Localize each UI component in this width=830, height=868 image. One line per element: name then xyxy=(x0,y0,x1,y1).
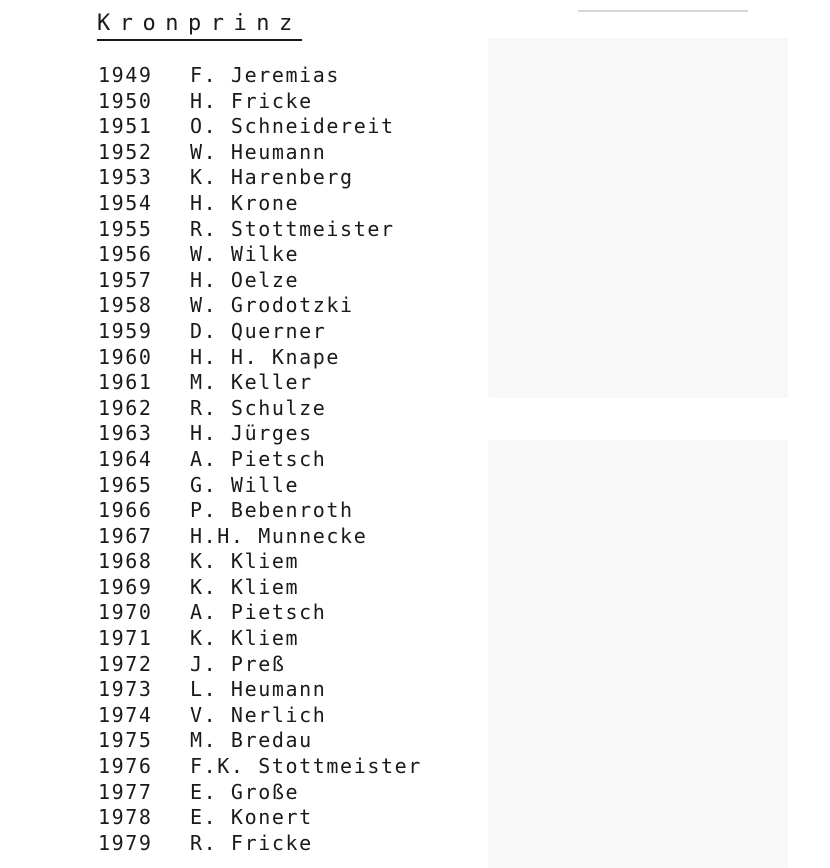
entry-year: 1955 xyxy=(98,216,153,241)
entry-year: 1952 xyxy=(98,139,153,164)
entry-name: H.H. Munnecke xyxy=(190,523,368,548)
entry-year: 1966 xyxy=(98,498,153,523)
entry-year: 1978 xyxy=(98,805,153,830)
entry-year: 1972 xyxy=(98,651,153,676)
list-item xyxy=(98,728,422,754)
bleed-through-text-lower xyxy=(488,440,788,868)
entry-year: 1979 xyxy=(98,830,153,855)
list-item xyxy=(98,498,422,524)
list-item xyxy=(98,421,422,447)
entry-year: 1962 xyxy=(98,395,153,420)
entry-year: 1961 xyxy=(98,370,153,395)
list-item xyxy=(98,165,422,191)
entry-name: E. Große xyxy=(190,779,300,804)
entry-name: W. Grodotzki xyxy=(190,293,354,318)
list-item xyxy=(98,549,422,575)
entry-name: R. Stottmeister xyxy=(190,216,395,241)
entry-year: 1950 xyxy=(98,88,153,113)
entry-year: 1970 xyxy=(98,600,153,625)
list-item xyxy=(98,600,422,626)
entry-year: 1964 xyxy=(98,446,153,471)
entry-name: A. Pietsch xyxy=(190,600,327,625)
page-title: Kronprinz xyxy=(97,10,302,41)
entry-year: 1949 xyxy=(98,63,153,87)
entry-year: 1953 xyxy=(98,165,153,190)
list-item xyxy=(98,805,422,831)
kronprinz-list xyxy=(98,63,422,856)
list-item xyxy=(98,396,422,422)
entry-name: H. H. Knape xyxy=(190,344,341,369)
entry-year: 1973 xyxy=(98,677,153,702)
bleed-through-text-upper xyxy=(488,38,788,398)
list-item xyxy=(98,677,422,703)
list-item xyxy=(98,140,422,166)
entry-name: D. Querner xyxy=(190,318,327,343)
entry-name: J. Preß xyxy=(190,651,286,676)
entry-name: V. Nerlich xyxy=(190,702,327,727)
entry-name: H. Krone xyxy=(190,190,300,215)
list-item xyxy=(98,114,422,140)
list-item xyxy=(98,780,422,806)
entry-year: 1976 xyxy=(98,754,153,779)
list-item xyxy=(98,831,422,857)
entry-year: 1954 xyxy=(98,190,153,215)
entry-year: 1959 xyxy=(98,318,153,343)
entry-year: 1977 xyxy=(98,779,153,804)
entry-year: 1963 xyxy=(98,421,153,446)
list-item xyxy=(98,89,422,115)
list-item xyxy=(98,293,422,319)
entry-name: A. Pietsch xyxy=(190,446,327,471)
entry-year: 1974 xyxy=(98,702,153,727)
entry-name: H. Jürges xyxy=(190,421,313,446)
list-item xyxy=(98,703,422,729)
list-item xyxy=(98,217,422,243)
entry-name: M. Keller xyxy=(190,370,313,395)
list-item xyxy=(98,319,422,345)
entry-name: K. Kliem xyxy=(190,574,300,599)
entry-name: K. Kliem xyxy=(190,626,300,651)
entry-year: 1951 xyxy=(98,114,153,139)
entry-year: 1957 xyxy=(98,267,153,292)
entry-name: K. Harenberg xyxy=(190,165,354,190)
entry-year: 1958 xyxy=(98,293,153,318)
bleed-through-heading xyxy=(578,0,748,12)
list-item xyxy=(98,242,422,268)
entry-name: M. Bredau xyxy=(190,728,313,753)
entry-year: 1965 xyxy=(98,472,153,497)
list-item xyxy=(98,63,422,89)
entry-year: 1969 xyxy=(98,574,153,599)
entry-year: 1960 xyxy=(98,344,153,369)
entry-name: H. Fricke xyxy=(190,88,313,113)
entry-year: 1971 xyxy=(98,626,153,651)
entry-name: G. Wille xyxy=(190,472,300,497)
entry-name: P. Bebenroth xyxy=(190,498,354,523)
list-item xyxy=(98,626,422,652)
entry-year: 1968 xyxy=(98,549,153,574)
entry-year: 1975 xyxy=(98,728,153,753)
entry-name: H. Oelze xyxy=(190,267,300,292)
entry-name: R. Schulze xyxy=(190,395,327,420)
entry-name: K. Kliem xyxy=(190,549,300,574)
entry-name: W. Heumann xyxy=(190,139,327,164)
entry-name: F.K. Stottmeister xyxy=(190,754,422,779)
entry-name: L. Heumann xyxy=(190,677,327,702)
list-item xyxy=(98,447,422,473)
list-item xyxy=(98,473,422,499)
list-item xyxy=(98,524,422,550)
list-item xyxy=(98,191,422,217)
list-item xyxy=(98,370,422,396)
entry-name: W. Wilke xyxy=(190,242,300,267)
entry-year: 1956 xyxy=(98,242,153,267)
entry-name: E. Konert xyxy=(190,805,313,830)
list-item xyxy=(98,345,422,371)
list-item xyxy=(98,268,422,294)
list-item xyxy=(98,575,422,601)
entry-name: O. Schneidereit xyxy=(190,114,395,139)
list-item xyxy=(98,652,422,678)
entry-year: 1967 xyxy=(98,523,153,548)
entry-name: F. Jeremias xyxy=(190,63,341,87)
entry-name: R. Fricke xyxy=(190,830,313,855)
list-item xyxy=(98,754,422,780)
